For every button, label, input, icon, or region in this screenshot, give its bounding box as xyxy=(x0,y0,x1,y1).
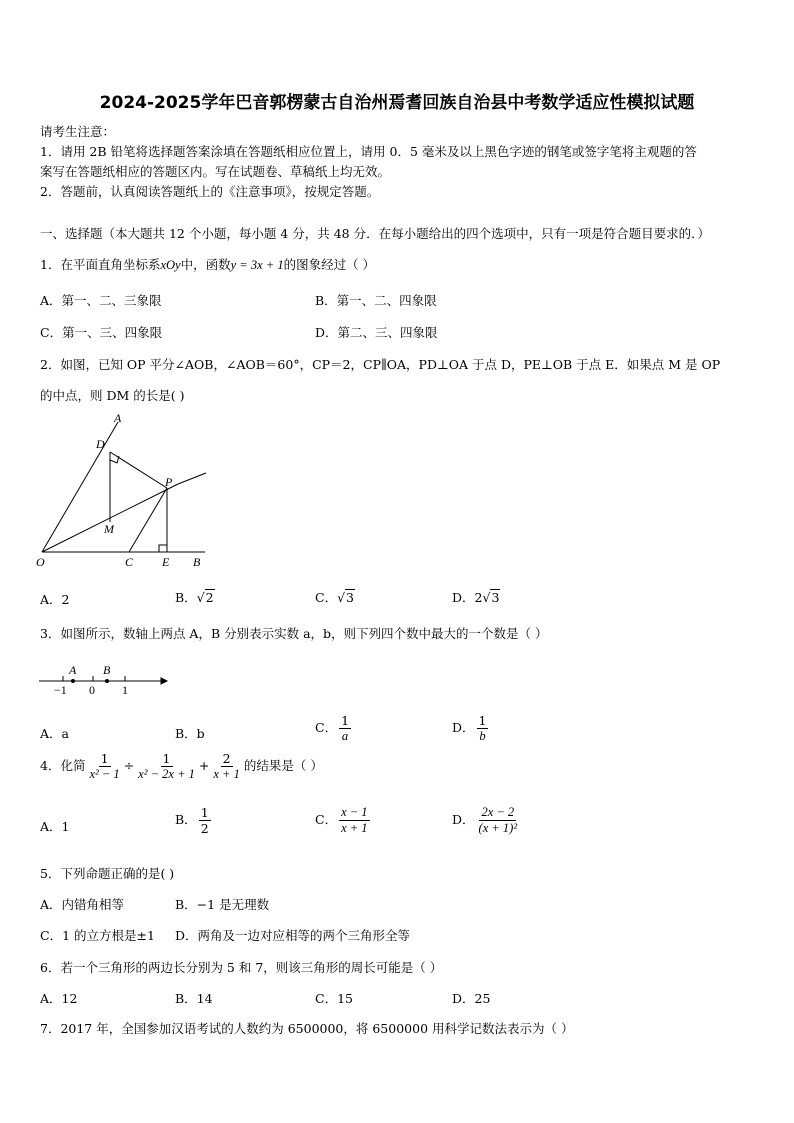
q3-option-b: B．b xyxy=(175,726,205,741)
axis-arrow xyxy=(161,678,167,684)
q2-option-c xyxy=(315,588,355,606)
label-b: B xyxy=(193,555,201,569)
q3-d-denominator: b xyxy=(479,729,486,744)
q4-plus: + xyxy=(198,758,210,774)
q4-post: 的结果是（ ） xyxy=(243,758,323,774)
q5-option-b: B．−1 是无理数 xyxy=(175,897,270,912)
q1-xoy: xOy xyxy=(160,258,181,272)
q4-d-num: 2x − 2 xyxy=(479,806,516,821)
q4-b-label: B． xyxy=(175,812,197,828)
label-d: D xyxy=(96,437,105,451)
q4-b-den: 2 xyxy=(200,821,209,837)
q2-option-b xyxy=(175,588,215,606)
q4-b-num: 1 xyxy=(200,805,209,820)
q3-d-label: D． xyxy=(452,720,475,736)
right-angle-e xyxy=(159,545,167,552)
q4-div: ÷ xyxy=(123,758,135,774)
q4-c-den: x + 1 xyxy=(341,821,368,836)
q2-geometry-figure xyxy=(30,410,220,575)
segment-cp xyxy=(129,488,167,552)
q2-b-label: B． xyxy=(175,590,197,605)
tick-label-one: 1 xyxy=(122,683,128,697)
q2-d-radicand: 3 xyxy=(491,590,500,605)
question-5-stem: 5．下列命题正确的是( ) xyxy=(40,866,175,881)
label-e: E xyxy=(162,555,170,569)
q2-c-label: C． xyxy=(315,590,338,605)
question-4-stem xyxy=(40,752,323,781)
q4-option-a: A．1 xyxy=(40,819,70,834)
q4-d-den: (x + 1)² xyxy=(478,821,518,836)
q4-f1-num: 1 xyxy=(100,751,109,766)
q3-c-numerator: 1 xyxy=(341,713,350,728)
q4-c-label: C． xyxy=(315,812,338,828)
q3-option-c xyxy=(315,714,353,743)
q1-option-c: C．第一、三、四象限 xyxy=(40,325,163,340)
q3-c-label: C． xyxy=(315,720,338,736)
q6-option-a: A．12 xyxy=(40,991,78,1006)
q3-d-numerator: 1 xyxy=(478,713,487,728)
q3-number-line xyxy=(35,660,175,700)
q2-b-radicand: 2 xyxy=(205,590,214,605)
q4-c-num: x − 1 xyxy=(339,806,369,821)
label-point-a: A xyxy=(69,663,77,677)
q1-mid: 中，函数 xyxy=(180,257,231,272)
question-1-stem xyxy=(40,255,375,273)
q2-b-sqrt: √2 xyxy=(196,590,214,605)
q4-option-b xyxy=(175,806,213,835)
tick-label-minus-one: −1 xyxy=(54,683,67,697)
q4-d-label: D． xyxy=(452,812,475,828)
q2-d-label: D．2 xyxy=(452,590,483,605)
label-p: P xyxy=(165,475,173,489)
notice-line-2: 案写在答题纸相应的答题区内。写在试题卷、草稿纸上均无效。 xyxy=(40,164,391,179)
label-point-b: B xyxy=(103,663,111,677)
q1-option-a: A．第一、二、三象限 xyxy=(40,293,162,308)
q5-option-d: D．两角及一边对应相等的两个三角形全等 xyxy=(175,928,411,943)
q1-option-b: B．第一、二、四象限 xyxy=(315,293,437,308)
q2-c-sqrt: √3 xyxy=(337,590,354,605)
q6-option-b: B．14 xyxy=(175,991,213,1006)
section-heading: 一、选择题（本大题共 12 个小题，每小题 4 分，共 48 分．在每小题给出的四个选项中，只有一项是符合题目要求的．） xyxy=(40,226,710,241)
q3-option-a: A．a xyxy=(40,726,69,741)
q4-pre: 4．化简 xyxy=(40,758,86,774)
q5-option-c: C．1 的立方根是±1 xyxy=(40,928,155,943)
q4-f2-num: 1 xyxy=(162,751,171,766)
q1-pre: 1．在平面直角坐标系 xyxy=(40,257,161,272)
q4-f3-num: 2 xyxy=(222,751,231,766)
q1-function: y = 3x + 1 xyxy=(230,258,284,272)
label-c: C xyxy=(125,555,134,569)
notice-line-3: 2．答题前，认真阅读答题纸上的《注意事项》，按规定答题。 xyxy=(40,184,380,199)
notice-line-1: 1．请用 2B 铅笔将选择题答案涂填在答题纸相应位置上，请用 0．5 毫米及以上黑色字迹的钢笔或签字笔将主观题的答 xyxy=(40,144,697,159)
q1-option-d: D．第二、三、四象限 xyxy=(315,325,438,340)
tick-label-zero: 0 xyxy=(89,683,95,697)
q4-option-c xyxy=(315,806,372,835)
point-b xyxy=(105,679,109,683)
question-2-line-1: 2．如图，已知 OP 平分∠AOB，∠AOB＝60°，CP＝2，CP∥OA，PD⊥OA 于点 D，PE⊥OB 于点 E．如果点 M 是 OP xyxy=(40,357,721,372)
q2-d-sqrt: √3 xyxy=(482,590,500,605)
q6-option-c: C．15 xyxy=(315,991,353,1006)
q2-c-radicand: 3 xyxy=(346,590,354,605)
question-7-stem: 7．2017 年，全国参加汉语考试的人数约为 6500000，将 6500000 用科学记数法表示为（ ） xyxy=(40,1021,574,1036)
label-m: M xyxy=(104,522,114,536)
notice-heading: 请考生注意： xyxy=(40,124,116,139)
q2-option-d xyxy=(452,588,500,606)
label-o: O xyxy=(36,555,45,569)
q3-option-d xyxy=(452,714,490,743)
q4-f1-den: x² − 1 xyxy=(89,767,120,782)
point-a xyxy=(71,679,75,683)
q6-option-d: D．25 xyxy=(452,991,491,1006)
question-3-stem: 3．如图所示，数轴上两点 A，B 分别表示实数 a，b，则下列四个数中最大的一个数是（ ） xyxy=(40,626,548,641)
q4-f2-den: x² − 2x + 1 xyxy=(138,767,195,782)
question-6-stem: 6．若一个三角形的两边长分别为 5 和 7，则该三角形的周长可能是（ ） xyxy=(40,960,443,975)
label-a: A xyxy=(114,411,122,425)
q3-c-denominator: a xyxy=(341,729,349,744)
ray-op-ext xyxy=(178,473,206,484)
q4-f3-den: x + 1 xyxy=(213,767,240,782)
page-title: 2024-2025学年巴音郭楞蒙古自治州焉耆回族自治县中考数学适应性模拟试题 xyxy=(99,93,695,113)
q1-post: 的图象经过（ ） xyxy=(283,257,376,272)
q2-option-a: A．2 xyxy=(40,592,70,607)
question-2-line-2: 的中点，则 DM 的长是( ) xyxy=(40,388,185,403)
q4-option-d xyxy=(452,806,521,835)
q5-option-a: A．内错角相等 xyxy=(40,897,125,912)
